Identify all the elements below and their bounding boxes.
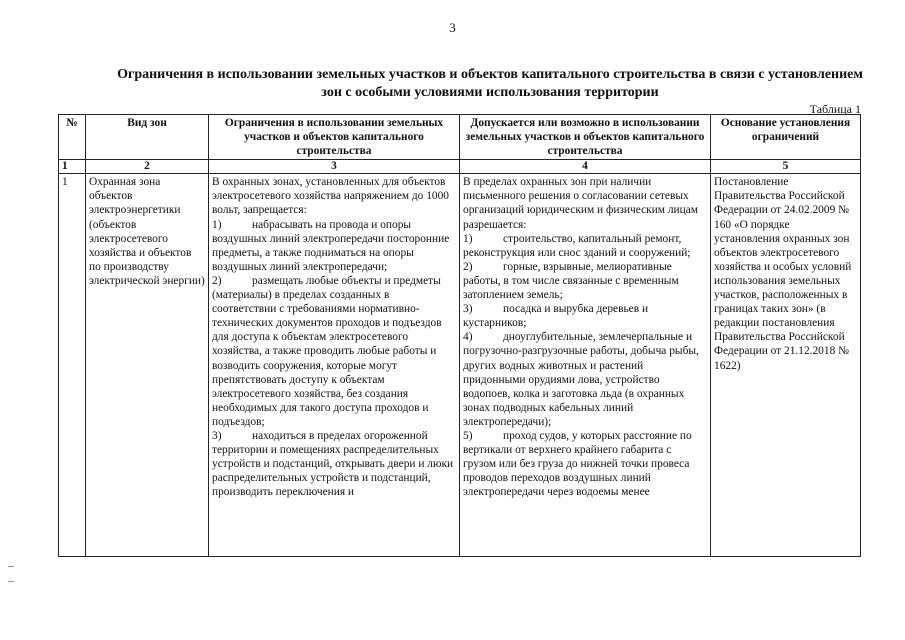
allowed-item [463, 429, 707, 499]
zone-type-cell [86, 174, 209, 557]
allowed-item-number: 2) [463, 260, 473, 273]
restriction-item-text: набрасывать на провода и опоры воздушных линий электропередачи посторонние предметы, а также подниматься на опоры воздушных линий электропередачи; [212, 218, 450, 273]
restrictions-table [58, 114, 861, 557]
header-row [59, 115, 861, 160]
column-number: 5 [711, 160, 861, 174]
header-restrictions: Ограничения в использовании земельных участков и объектов капитального строительства [209, 115, 460, 160]
document-title: Ограничения в использовании земельных участков и объектов капитального строительства в связи с установлением зон с особыми условиями использования территории [117, 67, 863, 100]
header-number: № [59, 115, 86, 160]
restriction-item [212, 429, 456, 499]
restriction-item-number: 3) [212, 429, 222, 442]
allowed-item-text: посадка и вырубка деревьев и кустарников; [463, 303, 649, 330]
allowed-item-text: горные, взрывные, мелиоративные работы, в том числе связанные с временным затоплением земель; [463, 260, 679, 302]
allowed-intro: В пределах охранных зон при наличии письменного решения о согласовании сетевых организаций юридическим и физическим лицам разрешается: [463, 176, 698, 231]
restriction-item [212, 274, 456, 429]
header-allowed: Допускается или возможно в использовании земельных участков и объектов капитального строительства [460, 115, 711, 160]
column-number-row [59, 160, 861, 174]
allowed-item-number: 3) [463, 303, 473, 316]
table-row [59, 174, 861, 557]
column-number: 4 [460, 160, 711, 174]
restriction-item [212, 218, 456, 274]
allowed-item-text: дноуглубительные, землечерпальные и погрузочно-разгрузочные работы, добыча рыбы, других водных животных и растений придонными орудиями лова, устройство водопоев, колка и заготовка льда (в охранных зонах подводных кабельных линий электропередачи); [463, 331, 699, 428]
restrictions-intro: В охранных зонах, установленных для объектов электросетевого хозяйства напряжением до 1000 вольт, запрещается: [212, 176, 449, 217]
header-zone-type: Вид зон [86, 115, 209, 160]
zone-type-text: Охранная зона объектов электроэнергетики (объектов электросетевого хозяйства и объектов по производству электрической энергии) [89, 176, 205, 287]
row-number [59, 174, 86, 557]
allowed-item-number: 5) [463, 429, 473, 442]
allowed-item-text: строительство, капитальный ремонт, реконструкция или снос зданий и сооружений; [463, 232, 691, 259]
restriction-item-text: размещать любые объекты и предметы (материалы) в пределах созданных в соответствии с требованиями нормативно-технических документов проходов и подъездов для доступа к объектам электросетевого хозяйства, а также проводить любые работы и возводить сооружения, которые могут препятствовать доступу к объектам электросетевого хозяйства, без создания необходимых для такого доступа проходов и подъездов; [212, 274, 442, 428]
column-number: 3 [209, 160, 460, 174]
restriction-item-text: находиться в пределах огороженной территории и помещениях распределительных устройств и подстанций, открывать двери и люки распределительных устройств и подстанций, производить переключения и [212, 429, 454, 499]
restrictions-cell [209, 174, 460, 557]
allowed-item-number: 4) [463, 331, 473, 344]
header-basis: Основание установления ограничений [711, 115, 861, 160]
allowed-item [463, 260, 707, 302]
restriction-item-number: 1) [212, 218, 222, 231]
column-number: 2 [86, 160, 209, 174]
restriction-item-number: 2) [212, 274, 222, 287]
allowed-item-text: проход судов, у которых расстояние по вертикали от верхнего крайнего габарита с грузом или без груза до нижней точки провеса проводов переходов воздушных линий электропередачи через водоемы менее [463, 429, 692, 499]
allowed-item [463, 302, 707, 330]
basis-cell [711, 174, 861, 557]
basis-text: Постановление Правительства Российской Федерации от 24.02.2009 № 160 «О порядке установления охранных зон объектов электросетевого хозяйства и особых условий использования земельных участков, расположенных в границах таких зон» (в редакции постановления Правительства Российской Федерации от 21.12.2018 № 1622) [714, 176, 852, 372]
allowed-item-number: 1) [463, 232, 473, 245]
table-caption: Таблица 1 [809, 102, 861, 116]
allowed-cell [460, 174, 711, 557]
row-number-text: 1 [62, 176, 68, 189]
margin-mark [8, 566, 14, 582]
allowed-item [463, 330, 707, 429]
column-number: 1 [59, 160, 86, 174]
page-number: 3 [449, 20, 456, 35]
allowed-item [463, 232, 707, 260]
